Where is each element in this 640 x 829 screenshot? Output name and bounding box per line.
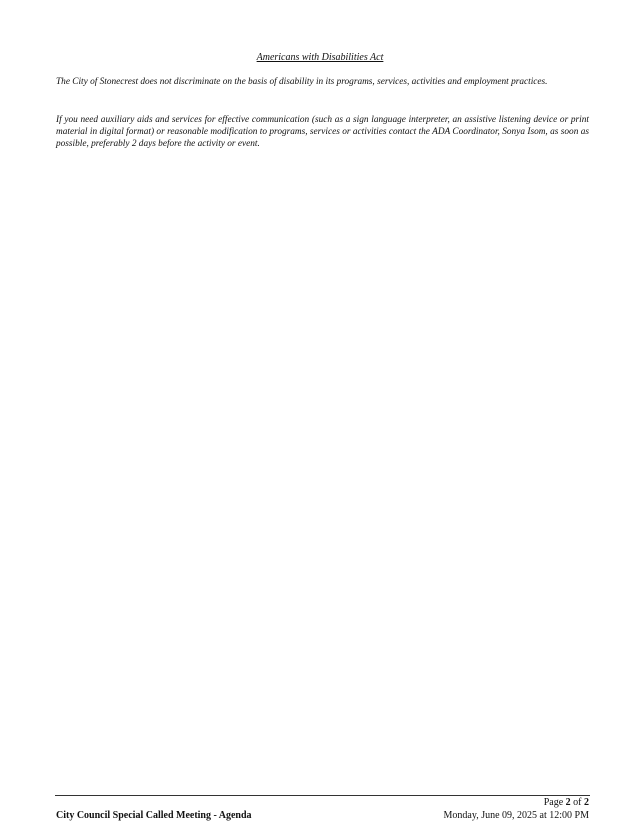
page-total: 2 <box>584 797 589 808</box>
page-title: Americans with Disabilities Act <box>256 52 384 63</box>
page-current: 2 <box>565 797 571 808</box>
page-number <box>544 797 589 809</box>
ada-contact-paragraph: If you need auxiliary aids and services for effective communication (such as a sign language interpreter, an assistive listening device or print material in digital format) or reasonable modification to programs, services or activities contact the ADA Coordinator, Sonya Isom, as soon as possible, preferably 2 days before the activity or event. <box>56 115 589 149</box>
ada-statement-paragraph: The City of Stonecrest does not discriminate on the basis of disability in its programs, services, activities and employment practices. <box>56 77 548 87</box>
footer-divider <box>55 795 590 796</box>
page-label: Page <box>543 797 564 808</box>
footer-meeting-title: City Council Special Called Meeting - Agenda <box>56 810 252 821</box>
footer-meeting-datetime: Monday, June 09, 2025 at 12:00 PM <box>443 810 589 821</box>
page-of-label: of <box>573 797 582 808</box>
